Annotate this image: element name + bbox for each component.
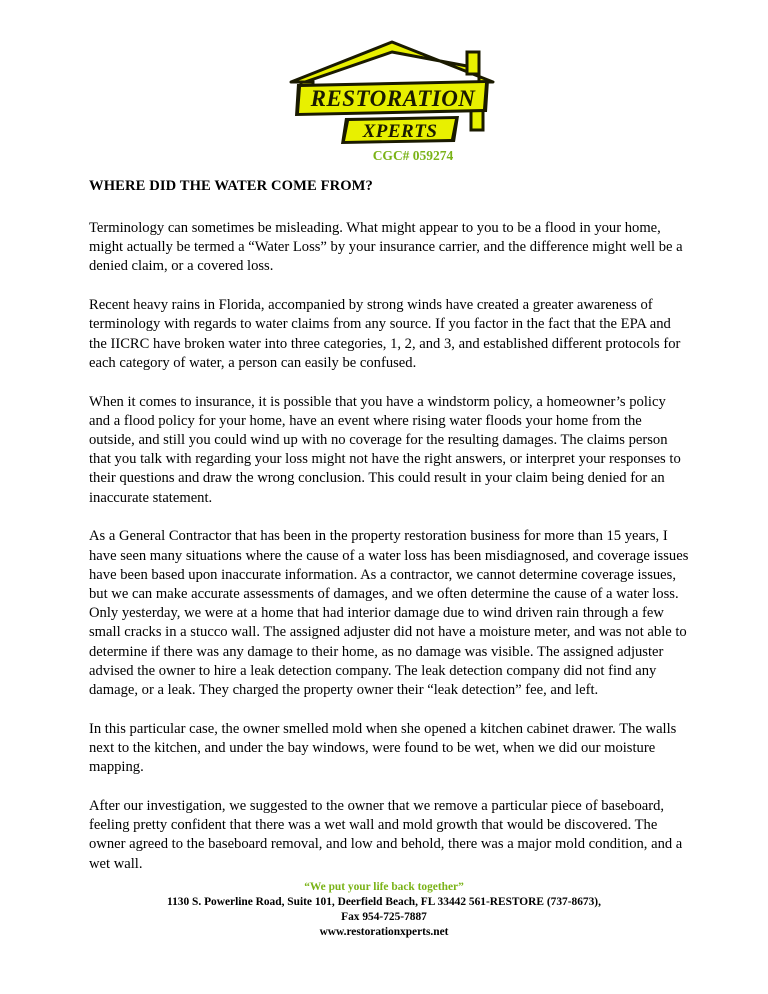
page-title: WHERE DID THE WATER COME FROM? — [89, 178, 373, 194]
paragraph: When it comes to insurance, it is possible that you have a windstorm policy, a homeowner’s policy and a flood policy for your home, have an event where rising water floods your home from the outside, and still you could wind up with no coverage for the resulting damages. The claims person that you talk with regarding your loss might not have the right answers, or interpret your responses to their questions and draw the wrong conclusion. This could result in your claim being denied for an inaccurate statement. — [89, 393, 681, 506]
footer-address: 1130 S. Powerline Road, Suite 101, Deerfield Beach, FL 33442 561-RESTORE (737-8673), — [167, 896, 601, 908]
logo-line2: XPERTS — [362, 121, 438, 142]
footer-tagline: “We put your life back together” — [304, 881, 464, 893]
logo-line1: RESTORATION — [310, 86, 476, 111]
paragraph: In this particular case, the owner smelled mold when she opened a kitchen cabinet drawer. The walls next to the kitchen, and under the bay windows, were found to be wet, when we did our moisture mapping. — [89, 720, 677, 776]
footer-website: www.restorationxperts.net — [319, 926, 449, 938]
page-footer — [0, 880, 768, 940]
paragraph: After our investigation, we suggested to the owner that we remove a particular piece of baseboard, feeling pretty confident that there was a wet wall and mold growth that would be discovered. The owner agreed to the baseboard removal, and low and behold, there was a major mold condition, and a wet wall. — [89, 798, 683, 872]
license-number: CGC# 059274 — [372, 148, 454, 163]
paragraph: Terminology can sometimes be misleading. What might appear to you to be a flood in your home, might actually be termed a “Water Loss” by your insurance carrier, and the difference might well be a denied claim, or a covered loss. — [89, 220, 683, 275]
house-logo-graphic — [283, 38, 501, 150]
company-logo — [283, 38, 501, 150]
paragraph: Recent heavy rains in Florida, accompanied by strong winds have created a greater awareness of terminology with regards to water claims from any source. If you factor in the fact that the EPA and the IICRC have broken water into three categories, 1, 2, and 3, and established different protocols for each category of water, a person can easily be confused. — [89, 297, 681, 371]
footer-fax: Fax 954-725-7887 — [341, 911, 427, 923]
paragraph: As a General Contractor that has been in the property restoration business for more than 15 years, I have seen many situations where the cause of a water loss has been misdiagnosed, and coverage issues have been based upon inaccurate information. As a contractor, we cannot determine coverage issues, but we can make accurate assessments of damages, and we often determine the cause of a water loss. Only yesterday, we were at a home that had interior damage due to wind driven rain through a few small cracks in a stucco wall. The assigned adjuster did not have a moisture meter, and was not able to determine if there was any damage to their home, as no damage was visible. The assigned adjuster advised the owner to hire a leak detection company. The leak detection company did not find any damage, or a leak. They charged the property owner their “leak detection” fee, and left. — [89, 528, 689, 699]
article-body — [89, 219, 689, 893]
